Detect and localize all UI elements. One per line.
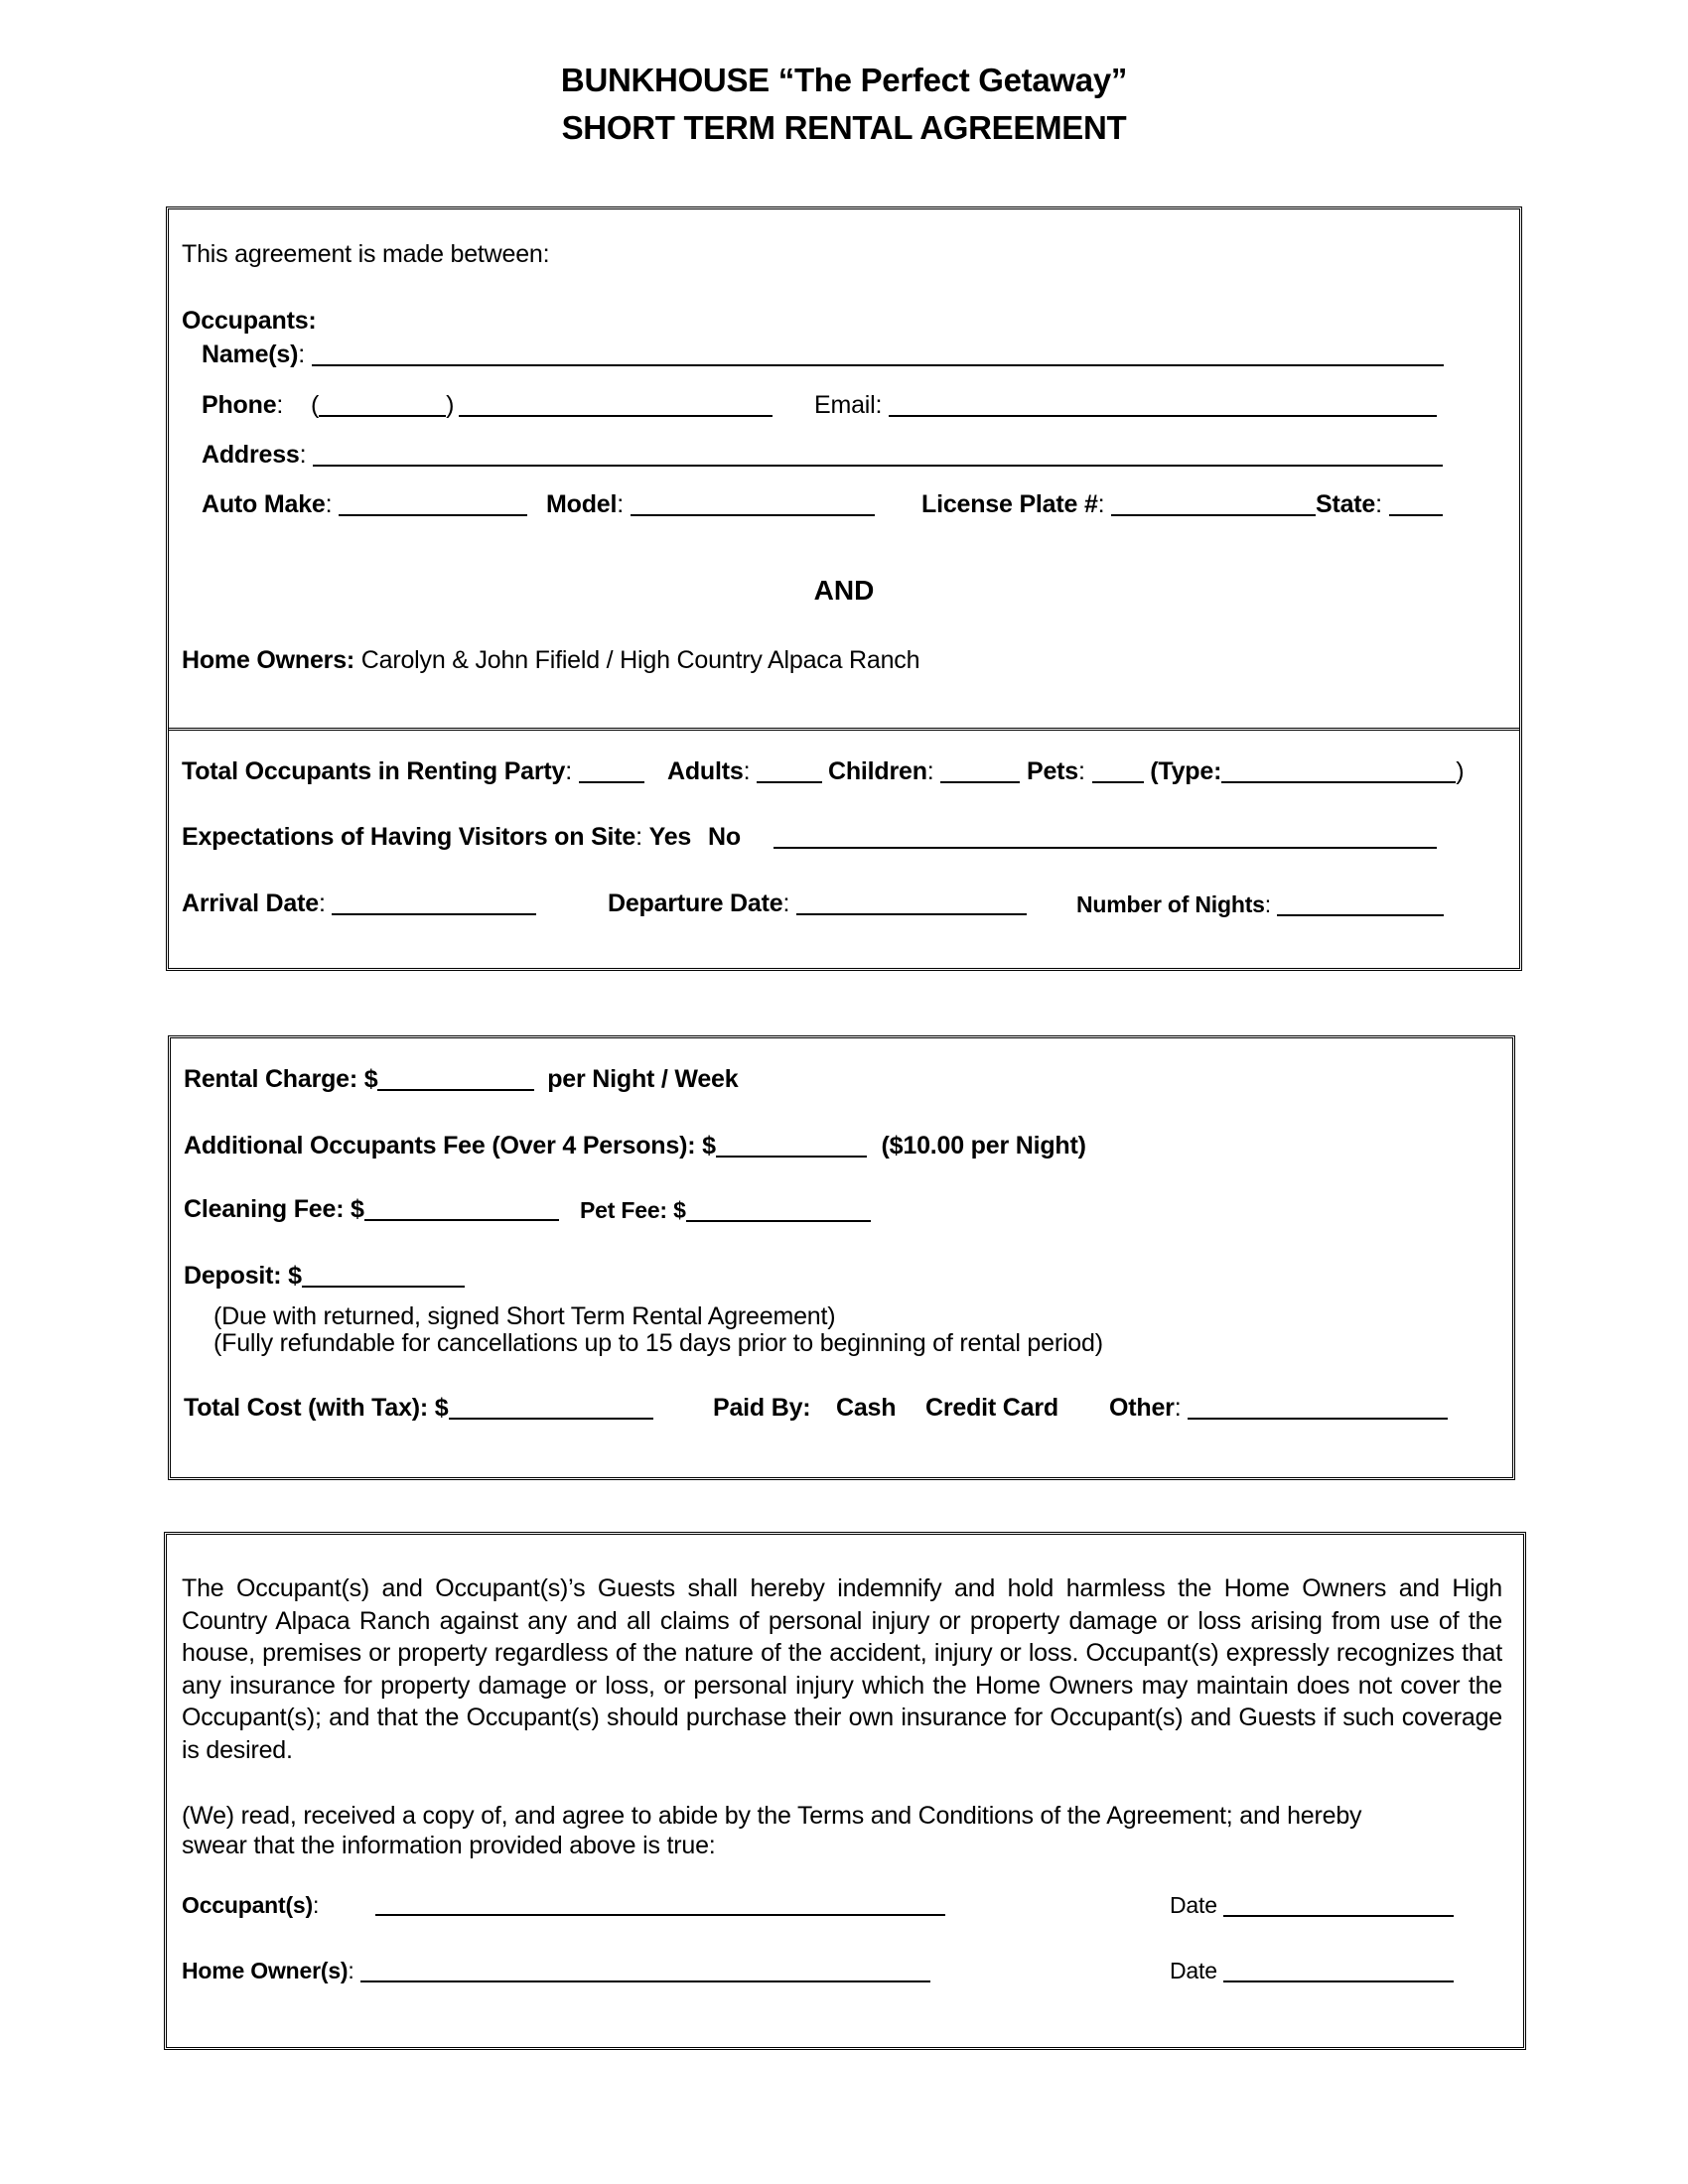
email-input[interactable] xyxy=(889,393,1437,417)
rental-charge-label: Rental Charge: $ xyxy=(184,1065,378,1093)
phone-area-group: ( ) xyxy=(311,391,455,419)
phone-area-code-input[interactable] xyxy=(319,393,446,417)
phone-row: Phone: xyxy=(202,391,284,419)
document-subtitle: SHORT TERM RENTAL AGREEMENT xyxy=(561,109,1127,146)
additional-fee-input[interactable] xyxy=(716,1134,867,1158)
total-cost-label: Total Cost (with Tax): $ xyxy=(184,1394,449,1422)
deposit-label: Deposit: $ xyxy=(184,1262,302,1290)
auto-make-label: Auto Make xyxy=(202,490,326,518)
visitors-label: Expectations of Having Visitors on Site xyxy=(182,823,636,851)
section-divider xyxy=(169,728,1519,731)
home-owner-date-input[interactable] xyxy=(1223,1959,1454,1982)
home-owner-sign-group: Home Owner(s): xyxy=(182,1958,930,1984)
cleaning-fee-group xyxy=(184,1195,559,1224)
document-title: BUNKHOUSE “The Perfect Getaway” xyxy=(560,62,1128,98)
adults-group: Adults: xyxy=(667,757,822,786)
rental-charge-input[interactable] xyxy=(377,1067,534,1091)
home-owner-date-group xyxy=(1170,1958,1454,1984)
home-owners-label: Home Owners: xyxy=(182,646,355,674)
visitors-no-option[interactable]: No xyxy=(708,823,741,851)
arrival-date-input[interactable] xyxy=(332,891,536,915)
indemnity-paragraph: The Occupant(s) and Occupant(s)’s Guests shall hereby indemnify and hold harmless the Home Owners and High Country Alpaca Ranch against any and all claims of personal injury or property damage or loss arising from use of the house, premises or property regardless of the nature of the accident, injury or loss. Occupant(s) expressly recognizes that any insurance for property damage or loss, or personal injury which the Home Owners may maintain does not cover the Occupant(s); and that the Occupant(s) should purchase their own insurance for Occupant(s) and Guests if such coverage is desired. xyxy=(182,1574,1502,1764)
agreement-statement-line2: swear that the information provided above is true: xyxy=(182,1832,716,1859)
names-row: Name(s): xyxy=(202,341,1444,369)
cleaning-fee-input[interactable] xyxy=(364,1197,559,1221)
total-occupants-group: Total Occupants in Renting Party: xyxy=(182,757,644,786)
email-row xyxy=(814,391,1437,420)
departure-group: Departure Date: xyxy=(608,889,1027,918)
nights-input[interactable] xyxy=(1277,892,1444,916)
arrival-group: Arrival Date: xyxy=(182,889,536,918)
visitors-yes-option[interactable]: Yes xyxy=(648,823,692,851)
additional-fee-label: Additional Occupants Fee (Over 4 Persons): $ xyxy=(184,1132,716,1160)
occupant-sign-label: Occupant(s) xyxy=(182,1892,313,1918)
nights-label: Number of Nights xyxy=(1076,891,1265,917)
model-group: Model: xyxy=(546,490,875,519)
pets-group: Pets: (Type: ) xyxy=(1027,757,1465,785)
occupant-date-label: Date xyxy=(1170,1892,1217,1918)
pets-input[interactable] xyxy=(1092,759,1144,783)
phone-number-input[interactable] xyxy=(459,393,773,417)
children-group: Children: xyxy=(828,757,1020,786)
home-owner-sign-label: Home Owner(s) xyxy=(182,1958,349,1983)
paid-other-input[interactable] xyxy=(1188,1396,1448,1420)
paid-credit-card-option[interactable]: Credit Card xyxy=(925,1394,1058,1422)
state-label: State xyxy=(1316,490,1376,518)
address-input[interactable] xyxy=(313,443,1443,467)
pet-fee-group xyxy=(580,1197,871,1224)
departure-label: Departure Date xyxy=(608,889,783,917)
occupant-signature-group xyxy=(375,1890,945,1919)
deposit-input[interactable] xyxy=(302,1264,465,1288)
pet-type-input[interactable] xyxy=(1221,759,1456,783)
and-separator: AND xyxy=(813,575,875,606)
rental-charge-group xyxy=(184,1065,738,1094)
occupant-date-group xyxy=(1170,1892,1454,1919)
children-input[interactable] xyxy=(940,759,1020,783)
visitors-note-group xyxy=(774,823,1437,852)
total-cost-input[interactable] xyxy=(449,1396,653,1420)
deposit-group xyxy=(184,1262,465,1291)
visitors-group: Expectations of Having Visitors on Site: Yes xyxy=(182,823,692,851)
email-label: Email: xyxy=(814,391,883,419)
paid-cash-option[interactable]: Cash xyxy=(836,1394,897,1422)
license-plate-group: License Plate #: xyxy=(921,490,1316,519)
additional-fee-note: ($10.00 per Night) xyxy=(881,1132,1086,1160)
pet-fee-label: Pet Fee: $ xyxy=(580,1197,686,1223)
cleaning-fee-label: Cleaning Fee: $ xyxy=(184,1195,364,1223)
deposit-note-refund: (Fully refundable for cancellations up to 15 days prior to beginning of rental period) xyxy=(213,1329,1103,1357)
agreement-statement-line1: (We) read, received a copy of, and agree to abide by the Terms and Conditions of the Agreement; and hereby xyxy=(182,1802,1362,1830)
address-label: Address xyxy=(202,441,300,469)
model-input[interactable] xyxy=(631,492,875,516)
paid-other-label: Other xyxy=(1109,1394,1175,1422)
paid-by-label: Paid By: xyxy=(713,1394,811,1422)
nights-group: Number of Nights: xyxy=(1076,891,1444,918)
home-owner-signature-input[interactable] xyxy=(360,1959,930,1982)
occupants-heading: Occupants: xyxy=(182,307,317,335)
occupant-sign-label-group: Occupant(s): xyxy=(182,1892,320,1918)
total-cost-group xyxy=(184,1394,653,1423)
license-plate-input[interactable] xyxy=(1111,492,1316,516)
arrival-label: Arrival Date xyxy=(182,889,319,917)
pets-label: Pets xyxy=(1027,757,1079,785)
rental-charge-unit: per Night / Week xyxy=(547,1065,739,1093)
home-owners-value: Carolyn & John Fifield / High Country Alpaca Ranch xyxy=(360,646,920,674)
auto-make-input[interactable] xyxy=(339,492,527,516)
home-owners-row xyxy=(182,646,919,675)
deposit-note-due: (Due with returned, signed Short Term Rental Agreement) xyxy=(213,1302,836,1330)
phone-number-group xyxy=(459,391,773,420)
names-input[interactable] xyxy=(312,342,1444,366)
auto-make-group: Auto Make: xyxy=(202,490,527,519)
address-row: Address: xyxy=(202,441,1443,470)
additional-fee-group xyxy=(184,1132,1086,1160)
pet-fee-input[interactable] xyxy=(686,1198,871,1222)
occupant-signature-input[interactable] xyxy=(375,1892,945,1916)
license-plate-label: License Plate # xyxy=(921,490,1098,518)
phone-label: Phone xyxy=(202,391,277,419)
children-label: Children xyxy=(828,757,927,785)
state-group: State: xyxy=(1316,490,1443,519)
total-occupants-label: Total Occupants in Renting Party xyxy=(182,757,566,785)
departure-date-input[interactable] xyxy=(796,891,1027,915)
home-owner-date-label: Date xyxy=(1170,1958,1217,1983)
adults-label: Adults xyxy=(667,757,744,785)
names-label: Name(s) xyxy=(202,341,299,368)
adults-input[interactable] xyxy=(757,759,822,783)
model-label: Model xyxy=(546,490,618,518)
occupant-date-input[interactable] xyxy=(1223,1893,1454,1917)
state-input[interactable] xyxy=(1389,492,1443,516)
total-occupants-input[interactable] xyxy=(579,759,644,783)
visitors-note-input[interactable] xyxy=(774,825,1437,849)
paid-other-group: Other: xyxy=(1109,1394,1448,1423)
intro-text: This agreement is made between: xyxy=(182,240,550,268)
